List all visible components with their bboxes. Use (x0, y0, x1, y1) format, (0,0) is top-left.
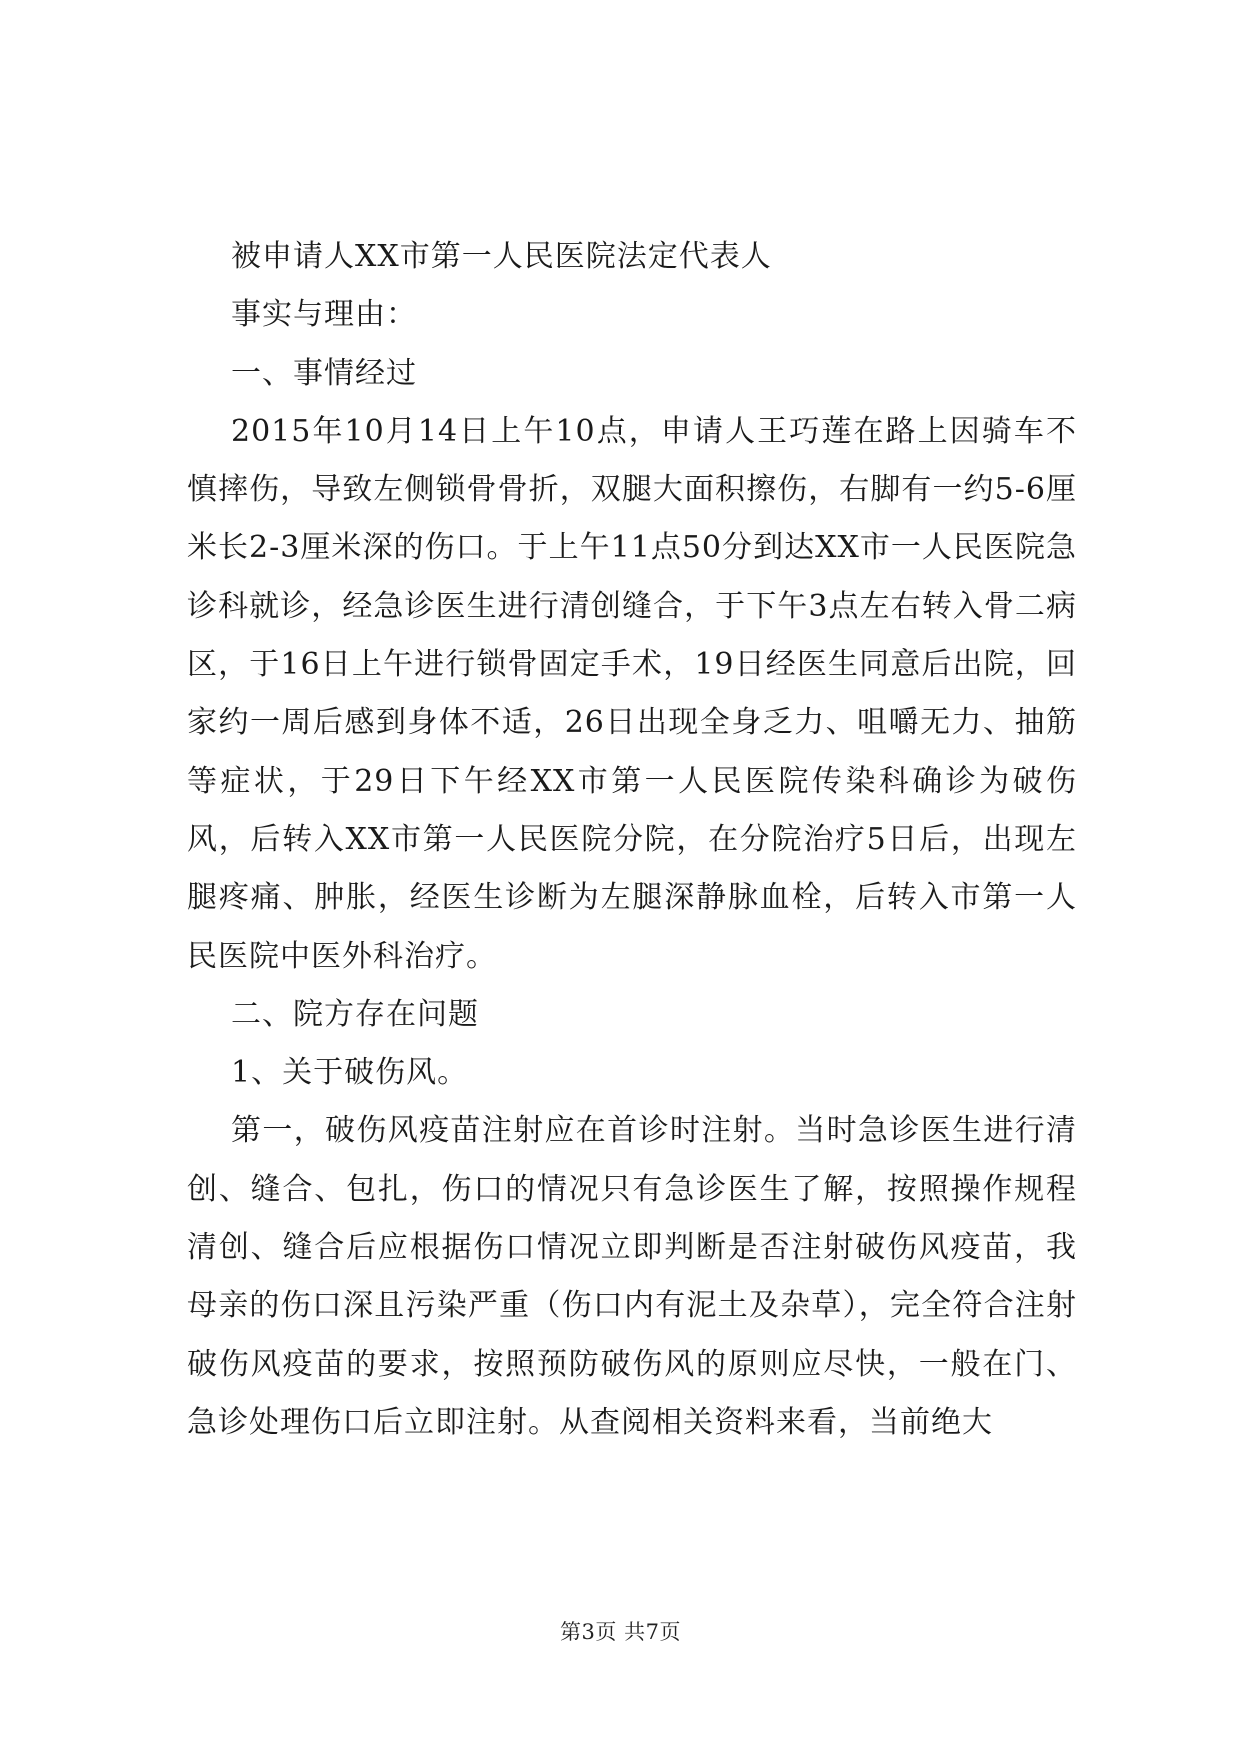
paragraph-first-point: 第一，破伤风疫苗注射应在首诊时注射。当时急诊医生进行清创、缝合、包扎，伤口的情况只有急诊医生了解，按照操作规程清创、缝合后应根据伤口情况立即判断是否注射破伤风疫苗，我母亲的伤口深且污染严重（伤口内有泥土及杂草），完全符合注射破伤风疫苗的要求，按照预防破伤风的原则应尽快，一般在门、急诊处理伤口后立即注射。从查阅相关资料来看，当前绝大 (187, 1113, 1077, 1440)
section-heading-issues: 二、院方存在问题 (231, 996, 479, 1032)
page-footer: 第3页 共7页 (560, 1620, 681, 1644)
section-heading-events: 一、事情经过 (231, 355, 417, 391)
document-body (187, 228, 1077, 1452)
subheading-tetanus: 1、关于破伤风。 (231, 1055, 469, 1091)
paragraph-facts-heading: 事实与理由： (231, 297, 417, 333)
paragraph-events: 2015年10月14日上午10点，申请人王巧莲在路上因骑车不慎摔伤，导致左侧锁骨骨折，双腿大面积擦伤，右脚有一约5-6厘米长2-3厘米深的伤口。于上午11点50分到达XX市一人民医院急诊科就诊，经急诊医生进行清创缝合，于下午3点左右转入骨二病区，于16日上午进行锁骨固定手术，19日经医生同意后出院，回家约一周后感到身体不适，26日出现全身乏力、咀嚼无力、抽筋等症状，于29日下午经XX市第一人民医院传染科确诊为破伤风，后转入XX市第一人民医院分院，在分院治疗5日后，出现左腿疼痛、肿胀，经医生诊断为左腿深静脉血栓，后转入市第一人民医院中医外科治疗。 (187, 413, 1077, 974)
paragraph-respondent: 被申请人XX市第一人民医院法定代表人 (231, 239, 772, 274)
